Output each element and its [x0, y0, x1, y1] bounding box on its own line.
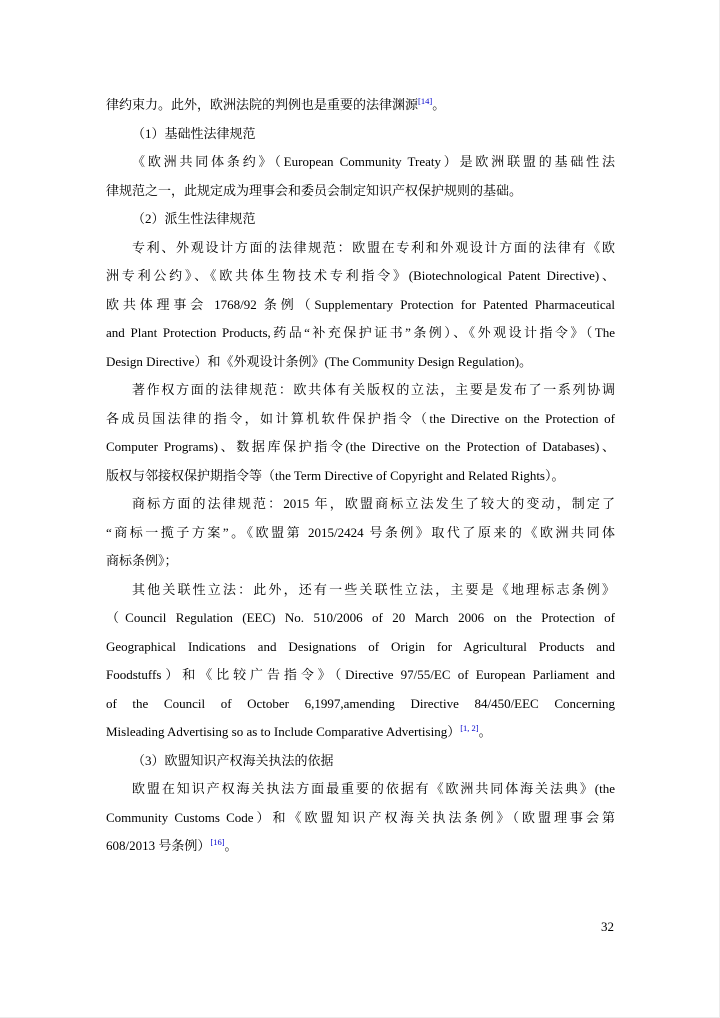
text-segment: （3）欧盟知识产权海关执法的依据: [132, 752, 334, 768]
text-segment: 著作权方面的法律规范：欧共体有关版权的立法，主要是发布了一系列协调: [132, 382, 615, 397]
text-segment: Foodstuffs）和《比较广告指令》（Directive 97/55/EC of European Parliament and: [106, 667, 615, 682]
text-line: [106, 519, 615, 548]
text-line: [106, 91, 615, 120]
text-line: [106, 120, 615, 149]
text-segment: （1）基础性法律规范: [132, 125, 256, 141]
text-segment: 。: [432, 97, 446, 112]
text-segment: 律约束力。此外，欧洲法院的判例也是重要的法律渊源: [106, 97, 419, 112]
text-segment: 。: [224, 838, 238, 853]
text-segment: 商标条例》；: [106, 553, 178, 568]
text-segment: 版权与邻接权保护期指令等（the Term Directive of Copyright and Related Rights）。: [106, 467, 565, 483]
text-line: [106, 376, 615, 405]
text-segment: 欧盟在知识产权海关执法方面最重要的依据有《欧洲共同体海关法典》(the: [132, 781, 615, 796]
text-segment: “商标一揽子方案”。《欧盟第 2015/2424 号条例》取代了原来的《欧洲共同体: [106, 524, 615, 540]
text-segment: Computer Programs)、数据库保护指令(the Directive on the Protection of Databases)、: [106, 439, 615, 454]
text-line: [106, 490, 615, 519]
text-line: [106, 576, 615, 605]
text-line: [106, 775, 615, 804]
text-line: [106, 262, 615, 291]
text-segment: 欧共体理事会 1768/92 条例（Supplementary Protection for Patented Pharmaceutical: [106, 296, 615, 312]
text-segment: 《欧洲共同体条约》（European Community Treaty）是欧洲联盟的基础性法: [132, 154, 615, 169]
text-segment: Community Customs Code）和《欧盟知识产权海关执法条例》（欧盟理事会第: [106, 809, 615, 825]
text-segment: （Council Regulation (EEC) No. 510/2006 of 20 March 2006 on the Protection of: [106, 610, 615, 625]
text-segment: 商标方面的法律规范：2015 年，欧盟商标立法发生了较大的变动，制定了: [132, 496, 615, 511]
text-segment: 608/2013 号条例）: [106, 838, 211, 853]
text-line: [106, 177, 615, 206]
text-line: [106, 690, 615, 719]
text-line: [106, 547, 615, 576]
text-line: [106, 718, 615, 747]
text-line: [106, 604, 615, 633]
text-line: [106, 747, 615, 776]
text-segment: Geographical Indications and Designations of Origin for Agricultural Products and: [106, 638, 615, 654]
text-line: [106, 661, 615, 690]
citation-reference[interactable]: [14]: [418, 96, 433, 106]
text-segment: 律规范之一，此规定成为理事会和委员会制定知识产权保护规则的基础。: [106, 182, 523, 198]
text-segment: 各成员国法律的指令，如计算机软件保护指令（the Directive on the Protection of: [106, 410, 615, 426]
text-line: [106, 234, 615, 263]
text-segment: of the Council of October 6,1997,amending Directive 84/450/EEC Concerning: [106, 695, 615, 711]
text-line: [106, 405, 615, 434]
text-segment: 其他关联性立法：此外，还有一些关联性立法，主要是《地理标志条例》: [132, 581, 615, 597]
text-line: [106, 462, 615, 491]
text-line: [106, 148, 615, 177]
text-line: [106, 205, 615, 234]
page-number: 32: [601, 919, 614, 934]
citation-reference[interactable]: [16]: [210, 837, 225, 847]
text-segment: 。: [478, 724, 492, 739]
text-segment: and Plant Protection Products,药品“补充保护证书”条例）、《外观设计指令》（The: [106, 325, 615, 340]
document-body: [106, 91, 615, 861]
text-segment: （2）派生性法律规范: [132, 211, 256, 226]
text-segment: Misleading Advertising so as to Include Comparative Advertising）: [106, 724, 461, 739]
text-segment: Design Directive）和《外观设计条例》(The Community Design Regulation)。: [106, 353, 533, 369]
text-segment: 专利、外观设计方面的法律规范：欧盟在专利和外观设计方面的法律有《欧: [132, 239, 615, 255]
text-line: [106, 291, 615, 320]
citation-reference[interactable]: [1, 2]: [460, 723, 479, 733]
text-line: [106, 348, 615, 377]
text-line: [106, 832, 615, 861]
text-line: [106, 633, 615, 662]
text-segment: 洲专利公约》、《欧共体生物技术专利指令》(Biotechnological Patent Directive)、: [106, 268, 615, 283]
text-line: [106, 319, 615, 348]
text-line: [106, 433, 615, 462]
text-line: [106, 804, 615, 833]
